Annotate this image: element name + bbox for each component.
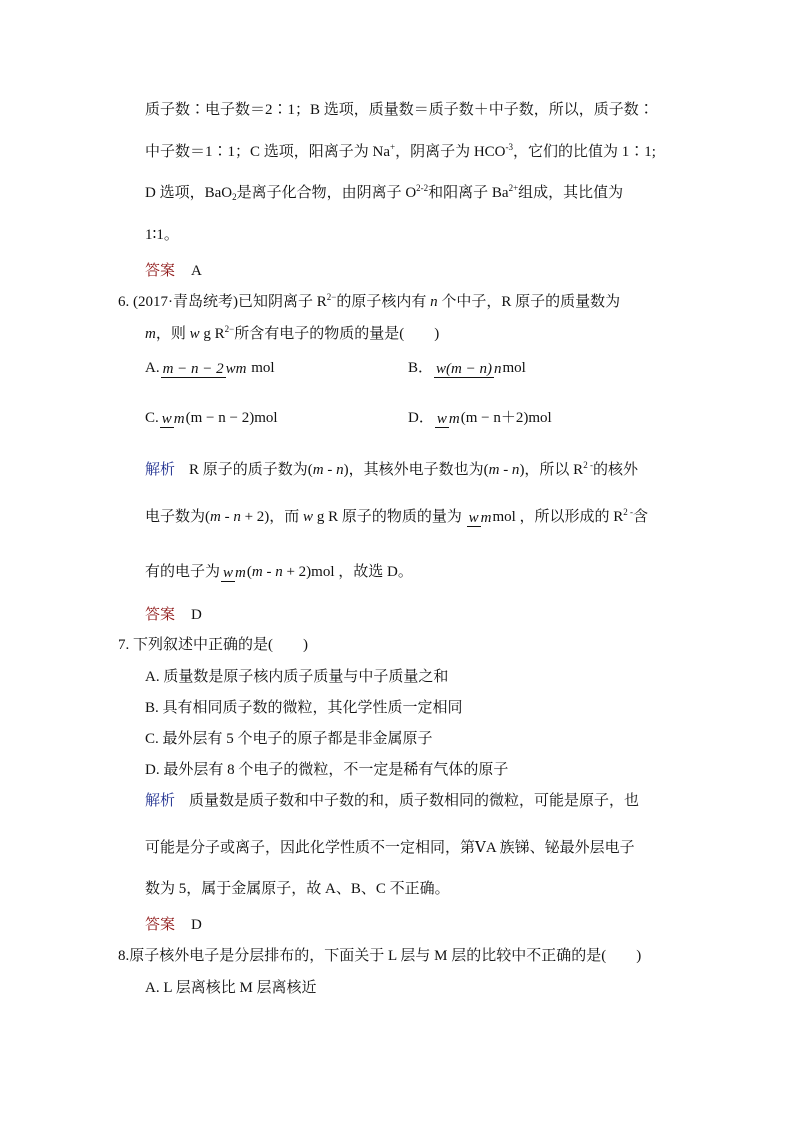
q6-analysis-2 — [145, 507, 648, 527]
text: g R — [199, 326, 225, 342]
sup: 2− — [224, 324, 235, 334]
text: 电子数为( — [145, 509, 210, 525]
answer-5 — [145, 261, 202, 281]
numerator: w — [223, 564, 234, 581]
text: 质量数是质子数和中子数的和，质子数相同的微粒，可能是原子，也 — [189, 793, 640, 809]
denominator: m — [235, 564, 246, 581]
text: 组成，其比值为 — [518, 185, 624, 201]
text: + 2)，而 — [240, 509, 304, 525]
text: B. 具有相同质子数的微粒，其化学性质一定相同 — [145, 700, 463, 716]
denominator: n — [493, 360, 502, 377]
text: + 2)mol ，故选 D。 — [282, 564, 413, 580]
var: w — [189, 326, 200, 342]
var: m - n — [210, 509, 241, 525]
answer-label: 答案 — [145, 607, 176, 623]
unit: mol — [502, 360, 526, 376]
q7-option-d — [145, 760, 508, 780]
answer-value: D — [191, 607, 202, 623]
text: ，则 — [155, 326, 190, 342]
answer-7 — [145, 915, 202, 935]
sup: 2-2 — [416, 183, 429, 193]
text: 是离子化合物，由阴离子 O — [236, 185, 417, 201]
text: (m − n＋2)mol — [460, 410, 552, 426]
text: 6. (2017·青岛统考)已知阴离子 R — [118, 294, 327, 310]
label: A. — [145, 360, 160, 376]
text: 的原子核内有 — [336, 294, 431, 310]
sup: 2+ — [508, 183, 519, 193]
var: w — [303, 509, 314, 525]
denominator: wm — [225, 360, 247, 377]
answer-6 — [145, 605, 202, 625]
text: C. 最外层有 5 个电子的原子都是非金属原子 — [145, 731, 433, 747]
text: 中子数＝1∶1；C 选项，阳离子为 Na — [145, 144, 390, 160]
text: 8.原子核外电子是分层排布的，下面关于 L 层与 M 层的比较中不正确的是( ) — [118, 948, 642, 964]
fraction — [161, 361, 247, 377]
q6-analysis-3 — [145, 562, 413, 582]
text: 含 — [633, 509, 649, 525]
sup: + — [390, 142, 396, 152]
text: 7. 下列叙述中正确的是( ) — [118, 637, 308, 653]
text: 有的电子为 — [145, 564, 221, 580]
text: 所含有电子的物质的量是( ) — [234, 326, 440, 342]
sup: 2 - — [583, 460, 593, 470]
text: D. 最外层有 8 个电子的微粒，不一定是稀有气体的原子 — [145, 762, 509, 778]
q7-analysis-2 — [145, 838, 635, 858]
q6-option-d — [408, 408, 552, 428]
q8-stem — [118, 946, 641, 966]
q6-option-c — [145, 408, 278, 428]
denominator: m — [448, 410, 460, 427]
numerator: w — [436, 410, 447, 427]
text: (m − n − 2)mol — [185, 410, 278, 426]
text: g R 原子的物质的量为 — [313, 509, 466, 525]
sup: -3 — [505, 142, 513, 152]
text: 个中子，R 原子的质量数为 — [437, 294, 621, 310]
answer-label: 答案 — [145, 263, 176, 279]
var: m - n — [251, 564, 283, 580]
text: 可能是分子或离子，因此化学性质不一定相同，第ⅤA 族锑、铋最外层电子 — [145, 840, 635, 856]
text: A. 质量数是原子核内质子质量与中子质量之和 — [145, 669, 449, 685]
fraction — [434, 361, 501, 377]
label: B． — [408, 360, 434, 376]
numerator: w — [468, 509, 479, 526]
text: )，所以 R — [519, 462, 584, 478]
unit: mol — [247, 360, 275, 376]
q6-option-b — [408, 358, 526, 378]
answer-label: 答案 — [145, 917, 176, 933]
var: m - n — [312, 462, 344, 478]
p5-line-2 — [145, 142, 656, 162]
q7-option-a — [145, 667, 448, 687]
analysis-label: 解析 — [145, 793, 176, 809]
label: C. — [145, 410, 159, 426]
p5-line-3 — [145, 183, 623, 203]
denominator: m — [173, 410, 185, 427]
fraction — [221, 565, 246, 581]
q6-stem-1 — [118, 292, 620, 312]
var: n — [430, 294, 438, 310]
text: 数为 5，属于金属原子，故 A、B、C 不正确。 — [145, 881, 450, 897]
q6-analysis-1 — [145, 460, 638, 480]
p5-line-4 — [145, 225, 179, 245]
q7-option-b — [145, 698, 463, 718]
text: 的核外 — [592, 462, 638, 478]
denominator: m — [480, 509, 492, 526]
q8-option-a — [145, 978, 317, 998]
numerator: w — [161, 410, 172, 427]
var: m — [145, 326, 156, 342]
sup: 2− — [326, 292, 337, 302]
q7-option-c — [145, 729, 433, 749]
fraction — [160, 411, 185, 427]
text: ，阴离子为 HCO — [395, 144, 506, 160]
text: 1∶1。 — [145, 227, 179, 243]
text: A. L 层离核比 M 层离核近 — [145, 980, 317, 996]
analysis-label: 解析 — [145, 462, 176, 478]
fraction — [467, 510, 492, 526]
numerator: m − n − 2 — [162, 360, 224, 377]
p5-line-1 — [145, 100, 654, 120]
q6-stem-2 — [145, 324, 439, 344]
sup: 2 - — [623, 507, 634, 517]
answer-value: A — [191, 263, 202, 279]
text: R 原子的质子数为( — [189, 462, 313, 478]
var: m - n — [488, 462, 520, 478]
numerator: w(m − n) — [436, 360, 492, 377]
text: 和阳离子 Ba — [428, 185, 509, 201]
q7-analysis-1 — [145, 791, 639, 811]
q6-option-a — [145, 358, 275, 378]
answer-value: D — [191, 917, 202, 933]
text: 质子数∶电子数＝2∶1；B 选项，质量数＝质子数＋中子数，所以，质子数∶ — [145, 102, 654, 118]
label: D． — [408, 410, 434, 426]
text: mol ，所以形成的 R — [492, 509, 624, 525]
text: D 选项，BaO — [145, 185, 233, 201]
sub: 2 — [232, 192, 237, 202]
q7-analysis-3 — [145, 879, 450, 899]
fraction — [435, 411, 460, 427]
text: ( — [246, 564, 252, 580]
text: )，其核外电子数也为( — [343, 462, 489, 478]
q7-stem — [118, 635, 308, 655]
text: ，它们的比值为 1∶1; — [513, 144, 656, 160]
